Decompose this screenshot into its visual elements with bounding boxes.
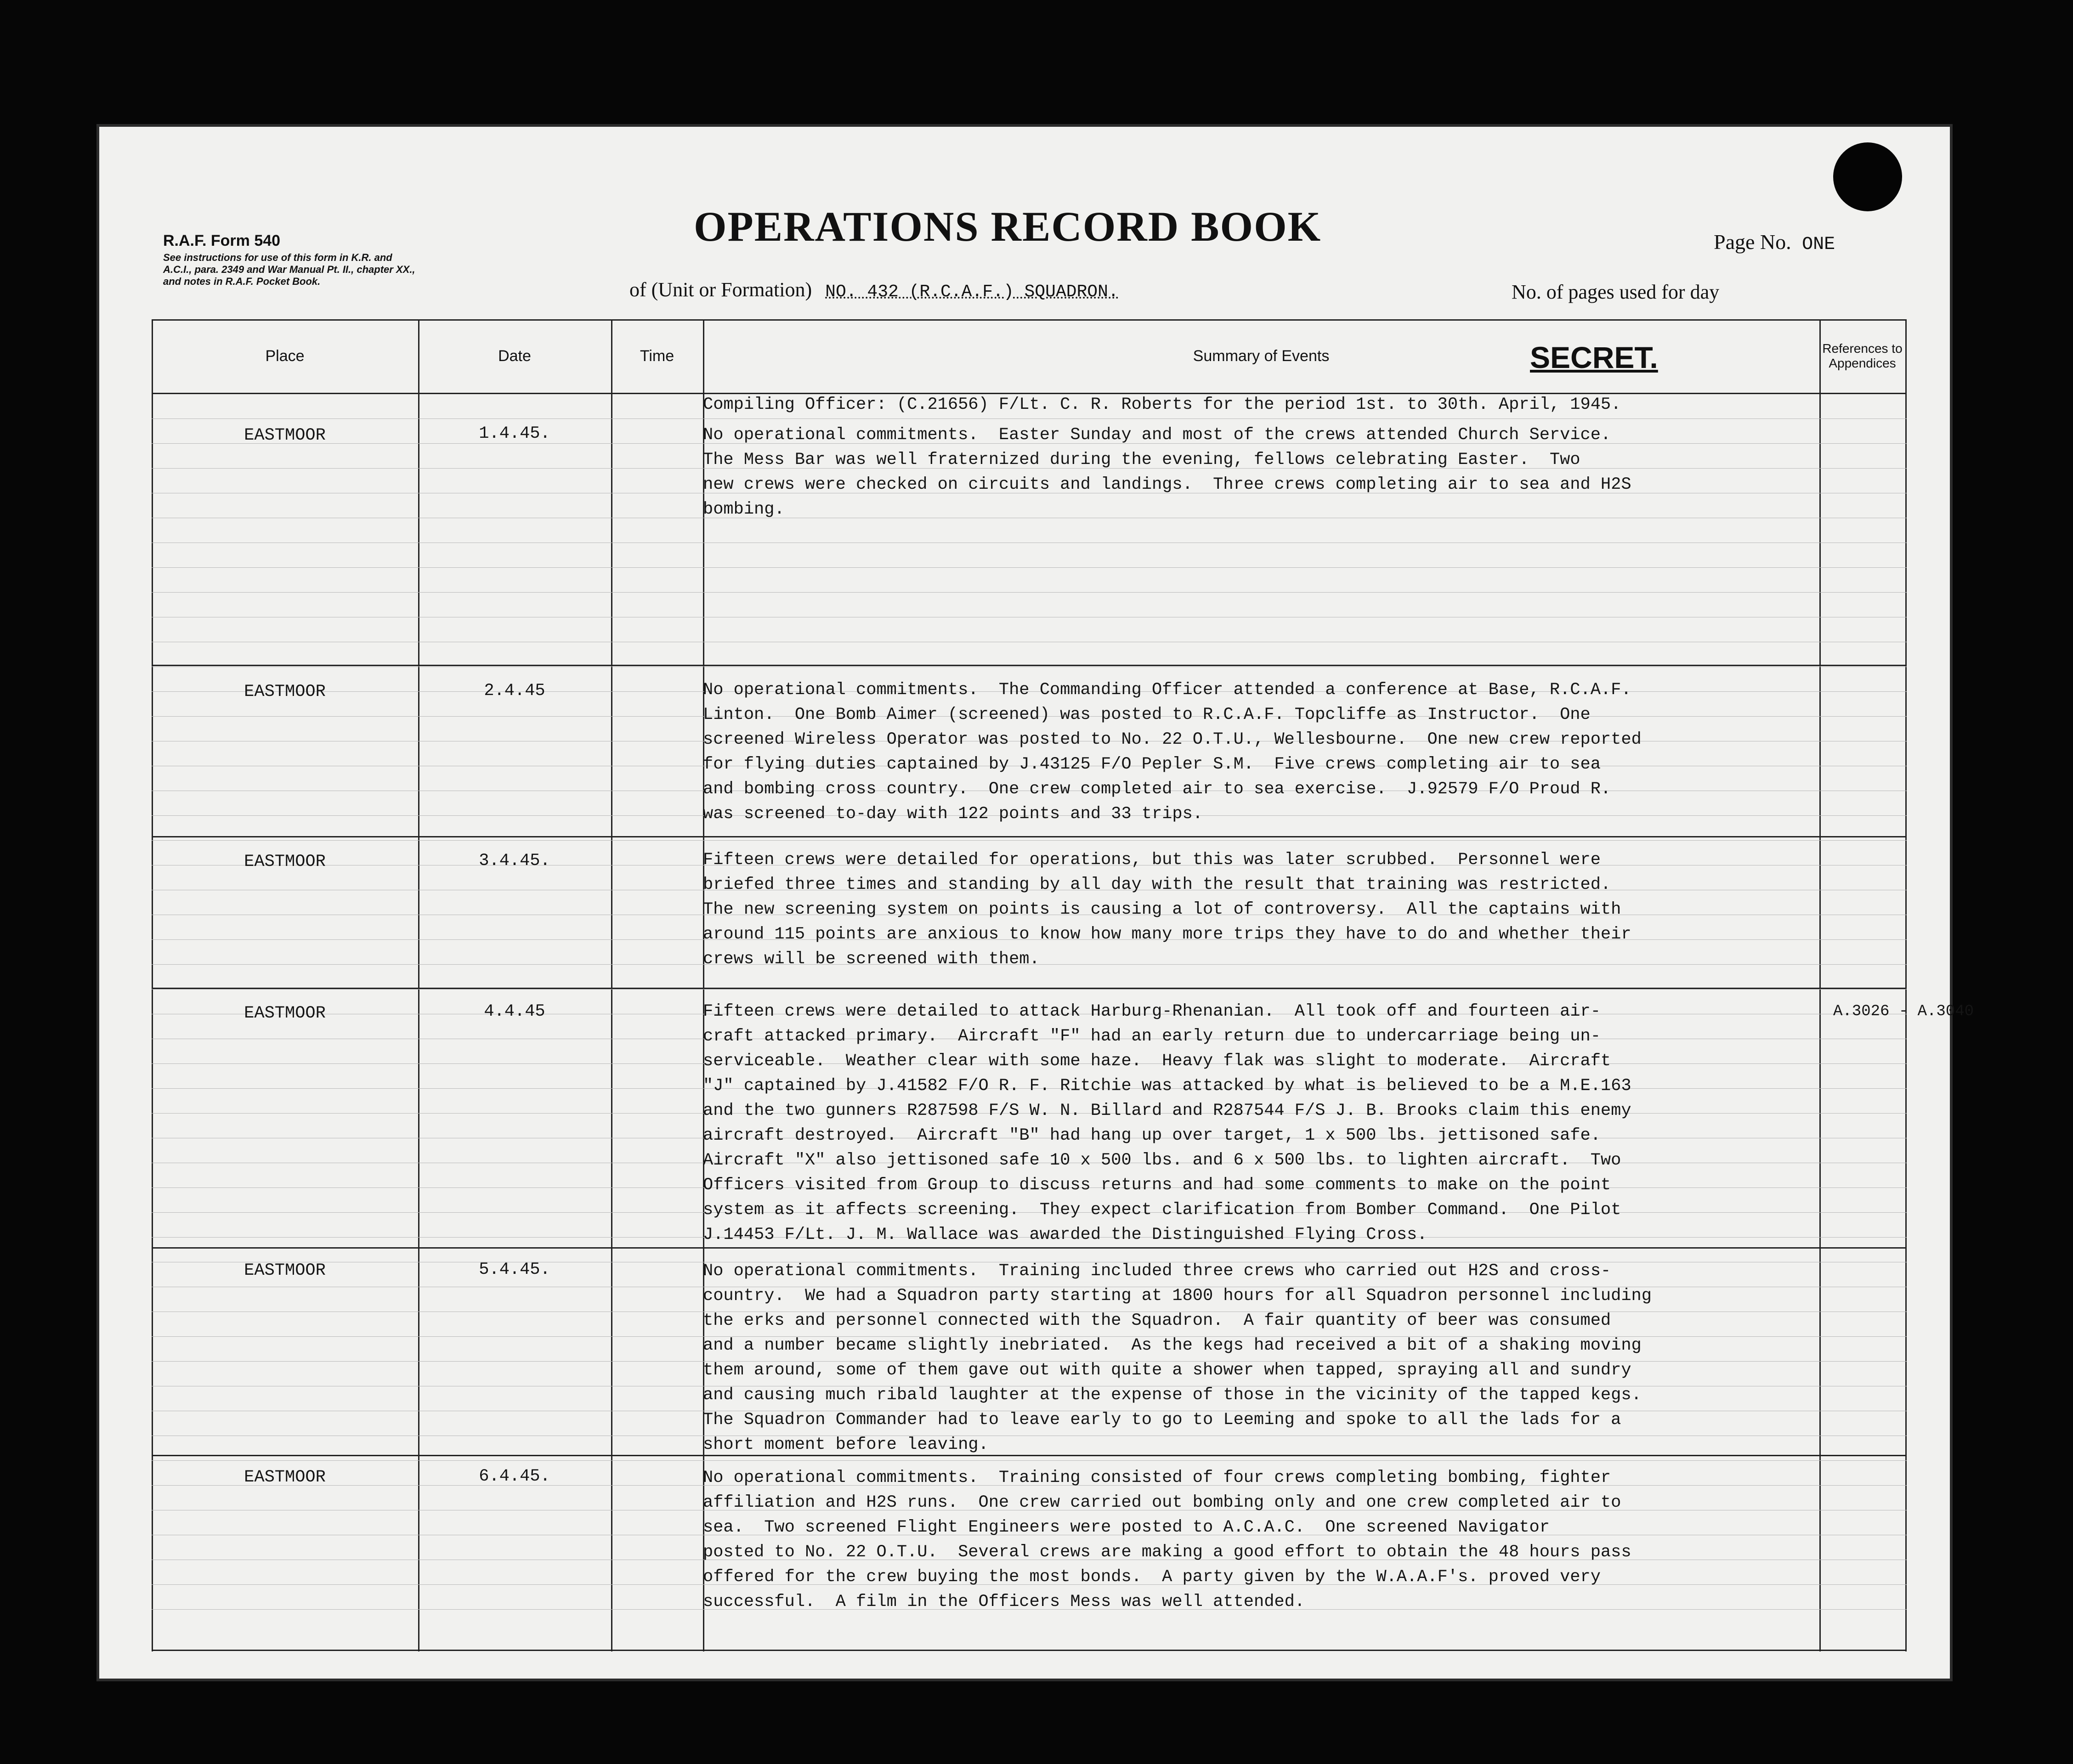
punch-hole: [1833, 142, 1902, 211]
entry-place: EASTMOOR: [244, 1004, 326, 1023]
header-place: Place: [265, 347, 305, 365]
secret-stamp: SECRET.: [1530, 340, 1658, 374]
compiling-officer: Compiling Officer: (C.21656) F/Lt. C. R. Roberts for the period 1st. to 30th. April, 1945.: [703, 395, 1621, 414]
entry-place: EASTMOOR: [244, 426, 326, 445]
entry-place: EASTMOOR: [244, 1468, 326, 1487]
header-time: Time: [640, 347, 674, 365]
entry-summary: No operational commitments. The Commanding Officer attended a conference at Base, R.C.A.F. Linton. One Bomb Aimer (screened) was posted to R.C.A.F. Topcliffe as Instructor. One screened Wireless Operator was posted to No. 22 O.T.U., Wellesbourne. One new crew reported for flying duties captained by J.43125 F/O Pepler S.M. Five crews completing air to sea and bombing cross country. One crew completed air to sea exercise. J.92579 F/O Proud R. was screened to-day with 122 points and 33 trips.: [703, 680, 1642, 824]
header-date: Date: [498, 347, 531, 365]
form-number: R.A.F. Form 540: [163, 232, 281, 249]
form-instructions: See instructions for use of this form in K.R. and A.C.I., para. 2349 and War Manual Pt. II., chapter XX., and notes in R.A.F. Pocket Book.: [163, 252, 415, 287]
page-number-label: Page No.: [1714, 230, 1791, 254]
page-title: OPERATIONS RECORD BOOK: [694, 203, 1322, 250]
entry-place: EASTMOOR: [244, 682, 326, 701]
page-number: [1714, 230, 1835, 255]
entry-summary: No operational commitments. Training consisted of four crews completing bombing, fighter affiliation and H2S runs. One crew carried out bombing only and one crew completed air to sea. Two screened Flight Engineers were posted to A.C.A.C. One screened Navigator posted to No. 22 O.T.U. Several crews are making a good effort to obtain the 48 hours pass offered for the crew buying the most bonds. A party given by the W.A.A.F's. proved very successful. A film in the Officers Mess was well attended.: [703, 1468, 1631, 1611]
form-identifier: [163, 232, 420, 288]
entry-place: EASTMOOR: [244, 1261, 326, 1280]
pages-used-label: No. of pages used for day: [1512, 281, 1720, 303]
entry-date: 5.4.45.: [479, 1260, 550, 1279]
entry-date: 6.4.45.: [479, 1467, 550, 1486]
entry-date: 3.4.45.: [479, 851, 550, 871]
entry-reference: A.3026 - A.3040: [1833, 1003, 1974, 1020]
entry-date: 2.4.45: [484, 681, 545, 701]
page-number-value: ONE: [1802, 234, 1835, 255]
entry-place: EASTMOOR: [244, 852, 326, 871]
unit-value: NO. 432 (R.C.A.F.) SQUADRON.: [825, 282, 1119, 302]
unit-row: [629, 278, 1119, 302]
record-table: [152, 319, 1974, 1651]
header-references: References to Appendices: [1822, 341, 1903, 370]
entry-date: 1.4.45.: [479, 424, 550, 443]
form-sheet: [96, 124, 1974, 1681]
header-summary: Summary of Events: [1193, 347, 1330, 365]
unit-label: of (Unit or Formation): [629, 278, 812, 301]
entry-summary: No operational commitments. Easter Sunday and most of the crews attended Church Service. The Mess Bar was well fraternized during the evening, fellows celebrating Easter. Two new crews were checked on circuits and landings. Three crews completing air to sea and H2S bombing.: [703, 425, 1631, 519]
entry-date: 4.4.45: [484, 1002, 545, 1021]
entry-summary: No operational commitments. Training included three crews who carried out H2S and cross- country. We had a Squadron party starting at 1800 hours for all Squadron personnel including the erks and personnel connected with the Squadron. A fair quantity of beer was consumed and a number became slightly inebriated. As the kegs had received a bit of a shaking moving them around, some of them gave out with quite a shower when tapped, spraying all and sundry and causing much ribald laughter at the expense of those in the vicinity of the tapped kegs. The Squadron Commander had to leave early to go to Leeming and spoke to all the lads for a short moment before leaving.: [703, 1261, 1652, 1454]
entry-summary: Fifteen crews were detailed for operations, but this was later scrubbed. Personnel were briefed three times and standing by all day with the result that training was restricted. The new screening system on points is causing a lot of controversy. All the captains with around 115 points are anxious to know how many more trips they have to do and whether their crews will be screened with them.: [703, 850, 1631, 969]
entry-summary: Fifteen crews were detailed to attack Harburg-Rhenanian. All took off and fourteen air- craft attacked primary. Aircraft "F" had an early return due to undercarriage being un- serviceable. Weather clear with some haze. Heavy flak was slight to moderate. Aircraft "J" captained by J.41582 F/O R. F. Ritchie was attacked by what is believed to be a M.E.163 and the two gunners R287598 F/S W. N. Billard and R287544 F/S J. B. Brooks claim this enemy aircraft destroyed. Aircraft "B" had hang up over target, 1 x 500 lbs. jettisoned safe. Aircraft "X" also jettisoned safe 10 x 500 lbs. and 6 x 500 lbs. to lighten aircraft. Two Officers visited from Group to discuss returns and had some comments to make on the point system as it affects screening. They expect clarification from Bomber Command. One Pilot J.14453 F/Lt. J. M. Wallace was awarded the Distinguished Flying Cross.: [703, 1002, 1631, 1244]
